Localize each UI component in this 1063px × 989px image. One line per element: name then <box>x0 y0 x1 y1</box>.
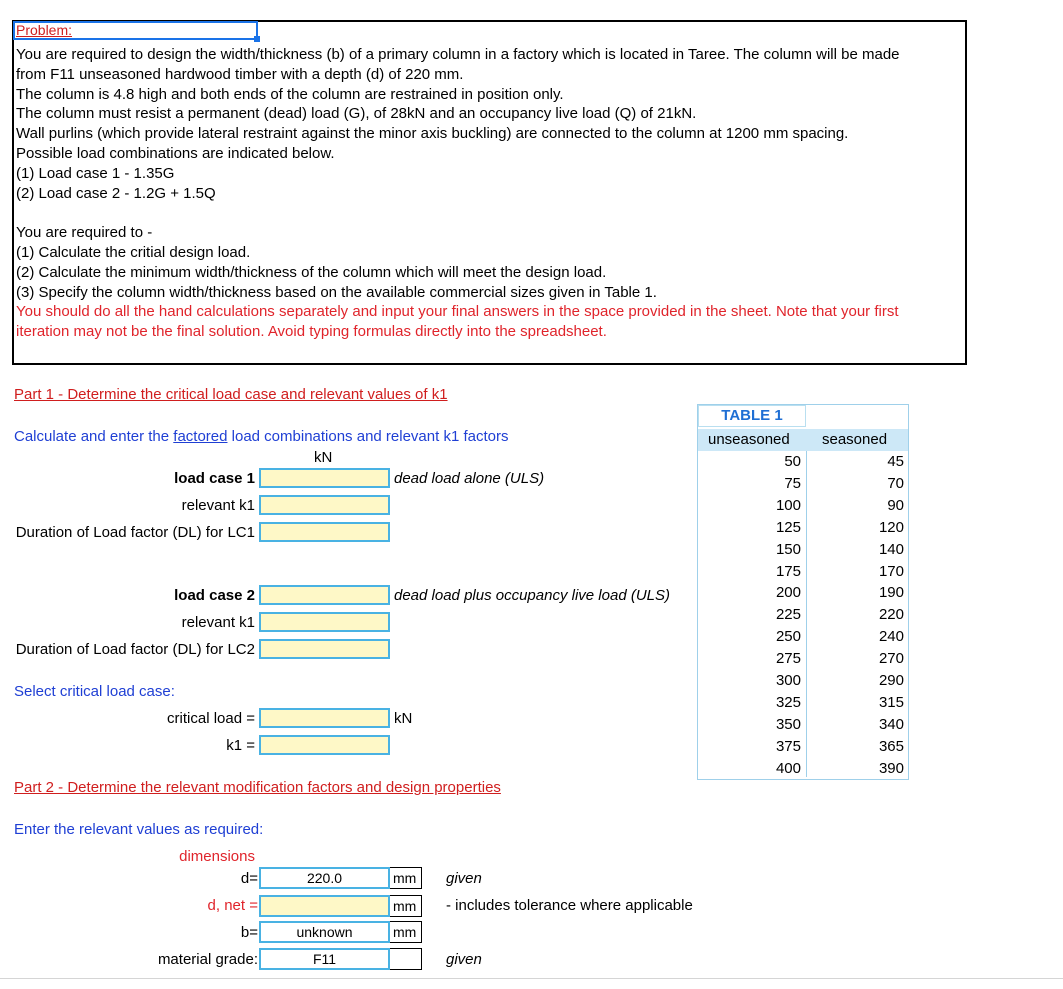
table-cell-unseasoned: 350 <box>775 715 801 733</box>
col-unseasoned-header: unseasoned <box>708 431 790 448</box>
table-cell-seasoned: 120 <box>878 518 904 536</box>
dnet-label: d, net = <box>207 897 258 914</box>
table-cell-unseasoned: 225 <box>775 606 801 624</box>
problem-line: (3) Specify the column width/thickness based on the available commercial sizes given in Table 1. <box>16 283 657 301</box>
b-value[interactable]: unknown <box>259 921 390 943</box>
grade-value[interactable]: F11 <box>259 948 390 970</box>
table-cell-unseasoned: 300 <box>775 672 801 689</box>
table-cell-seasoned: 90 <box>887 496 904 514</box>
table-cell-unseasoned: 150 <box>775 540 801 558</box>
b-label: b= <box>240 924 258 941</box>
table-cell-unseasoned: 125 <box>775 518 801 536</box>
table-cell-seasoned: 270 <box>878 650 904 668</box>
problem-line: (2) Calculate the minimum width/thickness of the column which will meet the design load. <box>16 263 607 281</box>
table-cell-seasoned: 170 <box>878 562 904 580</box>
k1-lc2-label: relevant k1 <box>181 614 255 631</box>
problem-line: Wall purlins (which provide lateral restraint against the minor axis buckling) are connected to the column at 1200 mm spacing. <box>16 125 849 143</box>
dl1-label: Duration of Load factor (DL) for LC1 <box>15 524 255 541</box>
lc1-note: dead load alone (ULS) <box>394 470 545 487</box>
lc1-input[interactable] <box>259 468 390 488</box>
part1-heading: Part 1 - Determine the critical load case and relevant values of k1 <box>14 386 448 403</box>
table-cell-unseasoned: 200 <box>775 584 801 602</box>
b-unit: mm <box>390 921 422 943</box>
table-1 <box>697 404 909 780</box>
k1-lc1-label: relevant k1 <box>181 497 255 514</box>
grade-label: material grade: <box>157 951 258 968</box>
grade-unit-blank <box>390 948 422 970</box>
sheet-bottom-border <box>0 978 1063 979</box>
lc2-label: load case 2 <box>174 587 255 604</box>
table-cell-unseasoned: 400 <box>775 759 801 777</box>
table-cell-seasoned: 220 <box>878 606 904 624</box>
dimensions-label: dimensions <box>179 848 255 865</box>
k1-lc1-input[interactable] <box>259 495 390 515</box>
problem-line: The column is 4.8 high and both ends of the column are restrained in position only. <box>16 85 564 103</box>
problem-line: The column must resist a permanent (dead) load (G), of 28kN and an occupancy live load (Q) of 21kN. <box>16 105 697 123</box>
col-seasoned-header: seasoned <box>822 431 888 448</box>
table-cell-unseasoned: 325 <box>775 693 801 711</box>
problem-line: You are required to design the width/thickness (b) of a primary column in a factory which is located in Taree. The column will be made <box>16 46 900 63</box>
table-cell-unseasoned: 175 <box>775 562 801 580</box>
table-cell-unseasoned: 100 <box>775 496 801 514</box>
table-cell-seasoned: 315 <box>878 693 904 711</box>
problem-line: (1) Load case 1 - 1.35G <box>16 164 175 182</box>
k1-lc2-input[interactable] <box>259 612 390 632</box>
table-cell-seasoned: 240 <box>878 628 904 646</box>
dl2-input[interactable] <box>259 639 390 659</box>
d-unit: mm <box>390 867 422 889</box>
d-value[interactable]: 220.0 <box>259 867 390 889</box>
dnet-unit: mm <box>390 895 422 917</box>
fill-handle[interactable] <box>254 36 260 42</box>
lc2-input[interactable] <box>259 585 390 605</box>
problem-line: (2) Load case 2 - 1.2G + 1.5Q <box>16 184 216 202</box>
table-cell-unseasoned: 75 <box>784 474 801 492</box>
table-1-header <box>698 429 908 451</box>
table-cell-seasoned: 45 <box>887 453 904 470</box>
lc2-note: dead load plus occupancy live load (ULS) <box>394 587 670 604</box>
table-cell-seasoned: 340 <box>878 715 904 733</box>
grade-note: given <box>446 951 482 968</box>
critical-load-label: critical load = <box>167 710 255 727</box>
problem-red-line: iteration may not be the final solution. Avoid typing formulas directly into the spreadsheet. <box>16 323 607 341</box>
table-cell-seasoned: 365 <box>878 737 904 755</box>
problem-line: from F11 unseasoned hardwood timber with a depth (d) of 220 mm. <box>16 65 464 83</box>
factored-link: factored <box>173 428 228 445</box>
problem-line: (1) Calculate the critial design load. <box>16 244 251 261</box>
table-cell-unseasoned: 50 <box>784 453 801 470</box>
table-cell-seasoned: 290 <box>878 672 904 689</box>
problem-line: You are required to - <box>16 224 153 242</box>
problem-title: Problem: <box>16 22 73 38</box>
dl1-input[interactable] <box>259 522 390 542</box>
dl2-label: Duration of Load factor (DL) for LC2 <box>15 641 255 658</box>
part1-instruction: Calculate and enter the factored load combinations and relevant k1 factors <box>14 428 509 445</box>
d-note: given <box>446 870 482 887</box>
problem-red-line: You should do all the hand calculations separately and input your final answers in the space provided in the sheet. Note that your first <box>16 303 899 321</box>
table-cell-seasoned: 190 <box>878 584 904 602</box>
table-1-title: TABLE 1 <box>698 405 806 427</box>
table-cell-seasoned: 390 <box>878 759 904 777</box>
critical-load-input[interactable] <box>259 708 390 728</box>
d-label: d= <box>240 870 258 887</box>
critical-load-unit: kN <box>394 710 413 727</box>
dnet-input[interactable] <box>259 895 390 917</box>
problem-line: Possible load combinations are indicated below. <box>16 145 335 162</box>
part2-instruction: Enter the relevant values as required: <box>14 821 264 838</box>
dnet-note: - includes tolerance where applicable <box>446 897 693 914</box>
select-label: Select critical load case: <box>14 683 175 700</box>
kn-header: kN <box>314 449 333 466</box>
table-cell-seasoned: 70 <box>887 474 904 492</box>
part2-heading: Part 2 - Determine the relevant modification factors and design properties <box>14 779 501 796</box>
table-cell-unseasoned: 375 <box>775 737 801 755</box>
k1-eq-label: k1 = <box>226 737 255 754</box>
lc1-label: load case 1 <box>174 470 255 487</box>
k1-eq-input[interactable] <box>259 735 390 755</box>
table-cell-unseasoned: 250 <box>775 628 801 646</box>
table-cell-unseasoned: 275 <box>775 650 801 668</box>
table-cell-seasoned: 140 <box>878 540 904 558</box>
